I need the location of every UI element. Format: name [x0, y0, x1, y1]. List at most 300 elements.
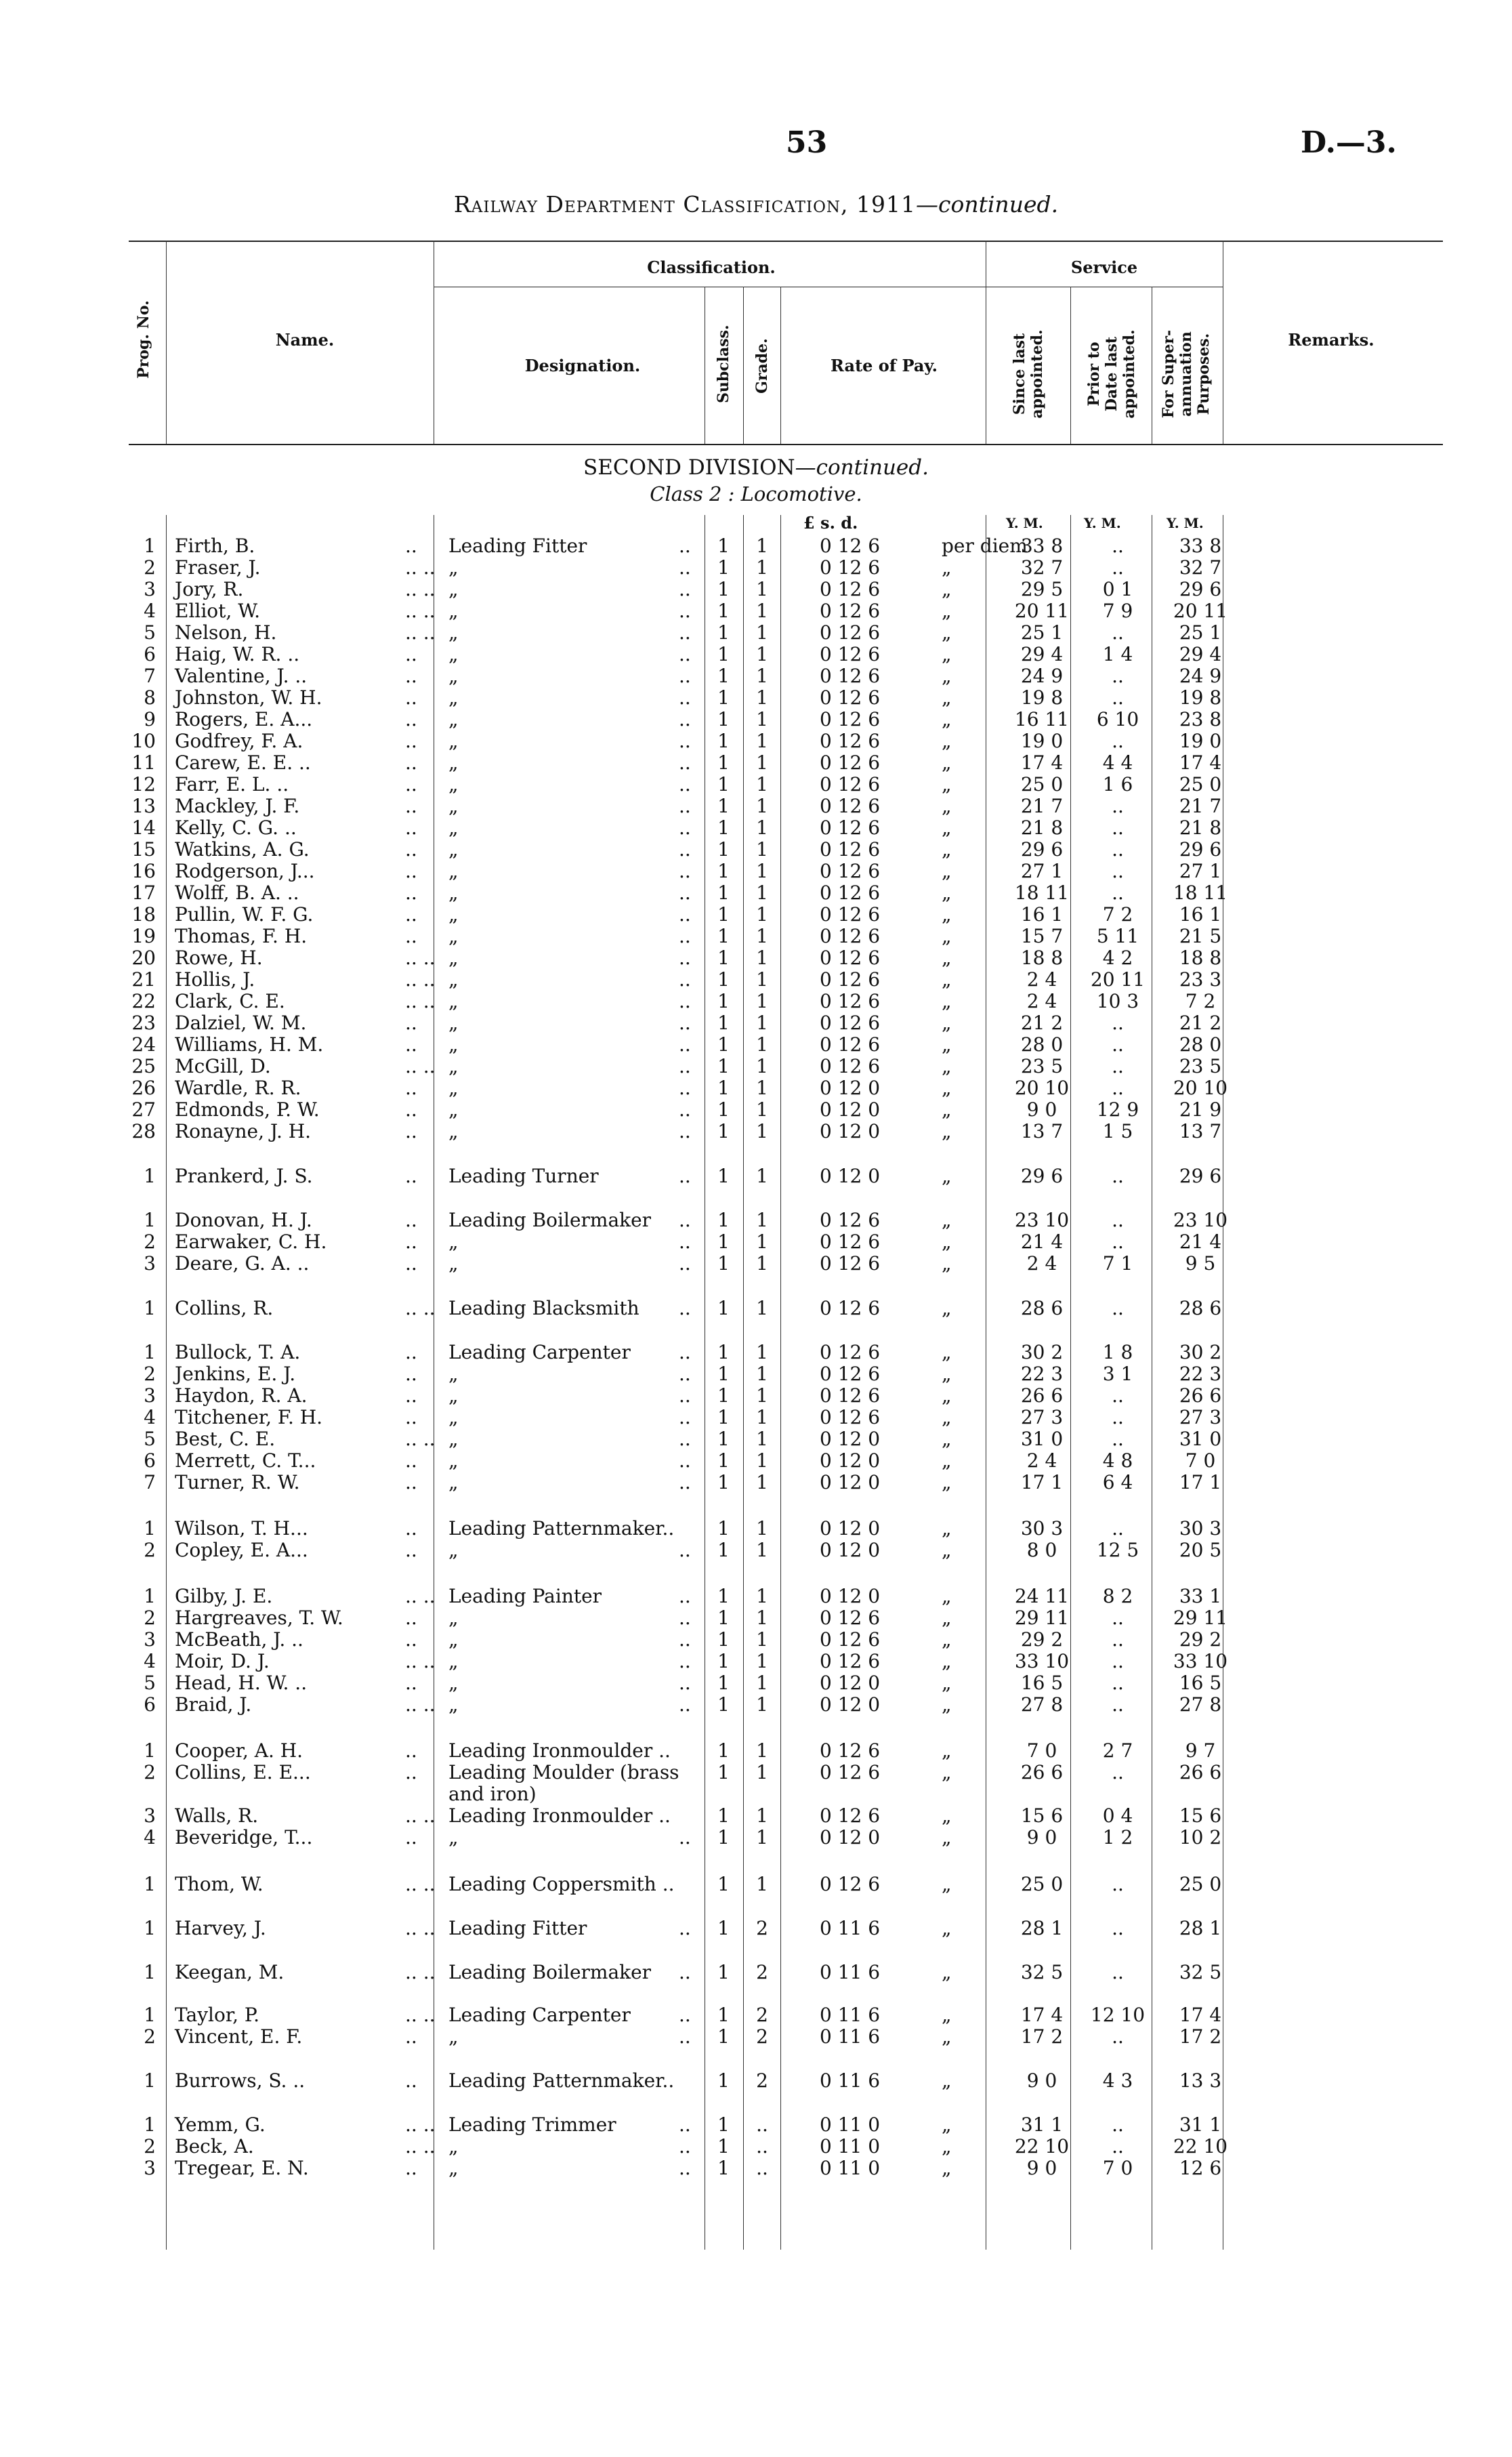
subclass: 1 — [717, 1826, 730, 1849]
employee-name: Tregear, E. N. — [175, 2157, 309, 2179]
service-since-last: 17 1 — [1020, 1471, 1064, 1493]
employee-name: Elliot, W. — [175, 600, 260, 622]
employee-name: Kelly, C. G. .. — [175, 817, 297, 839]
grade: 1 — [756, 1471, 768, 1493]
service-since-last: 28 1 — [1020, 1917, 1064, 1939]
pay-period: „ — [942, 773, 952, 796]
designation: „ — [448, 838, 459, 861]
subclass: 1 — [717, 1739, 730, 1762]
service-since-last: 18 11 — [1014, 882, 1070, 904]
service-prior: .. — [1112, 1650, 1124, 1672]
leader-dots: .. — [405, 773, 417, 796]
service-superannuation: 19 8 — [1179, 686, 1222, 709]
table-row — [0, 926, 1512, 947]
table-row — [0, 1607, 1512, 1629]
designation: Leading Ironmoulder .. — [448, 1804, 671, 1827]
service-since-last: 24 9 — [1020, 665, 1064, 687]
table-row — [0, 1672, 1512, 1694]
service-prior: 4 8 — [1102, 1449, 1133, 1472]
grade: 1 — [756, 1252, 768, 1275]
service-since-last: 16 1 — [1020, 903, 1064, 926]
service-prior: .. — [1112, 1231, 1124, 1253]
grade: 1 — [756, 643, 768, 665]
service-superannuation: 29 4 — [1179, 643, 1222, 665]
subclass: 1 — [717, 2025, 730, 2048]
employee-name: Bullock, T. A. — [175, 1341, 301, 1363]
leader-dots: .. — [405, 643, 417, 665]
header-designation: Designation. — [524, 356, 641, 375]
pay-period: „ — [942, 1449, 952, 1472]
subclass: 1 — [717, 795, 730, 817]
leader-dots: .. — [405, 838, 417, 861]
prog-no: 4 — [144, 600, 156, 622]
subclass: 1 — [717, 1672, 730, 1694]
service-since-last: 9 0 — [1026, 2157, 1057, 2179]
designation: Leading Patternmaker.. — [448, 1517, 675, 1540]
employee-name: Firth, B. — [175, 535, 255, 557]
employee-name: Hargreaves, T. W. — [175, 1607, 343, 1629]
service-since-last: 26 6 — [1020, 1384, 1064, 1407]
designation: „ — [448, 1033, 459, 1056]
leader-dots: .. — [405, 795, 417, 817]
service-prior: .. — [1112, 1428, 1124, 1450]
service-since-last: 22 10 — [1014, 2135, 1070, 2157]
grade: 1 — [756, 556, 768, 579]
table-row — [0, 687, 1512, 709]
service-superannuation: 23 3 — [1179, 968, 1222, 991]
header-col-divider — [1070, 287, 1071, 444]
service-since-last: 2 4 — [1026, 968, 1057, 991]
leader-dots: .. — [405, 1607, 417, 1629]
leader-dots: .. .. — [405, 1297, 436, 1319]
employee-name: Godfrey, F. A. — [175, 730, 303, 752]
section-subtitle: Class 2 : Locomotive. — [650, 482, 862, 505]
service-prior: 0 4 — [1102, 1804, 1133, 1827]
subclass: 1 — [717, 1120, 730, 1142]
employee-name: Valentine, J. .. — [175, 665, 308, 687]
rate-of-pay: 0 12 6 — [820, 903, 881, 926]
prog-no: 12 — [131, 773, 156, 796]
service-prior: 10 3 — [1096, 990, 1139, 1012]
table-row — [0, 730, 1512, 752]
grade: 2 — [756, 2069, 768, 2092]
rate-of-pay: 0 12 6 — [820, 795, 881, 817]
employee-name: Cooper, A. H. — [175, 1739, 303, 1762]
leader-dots: .. — [679, 1165, 691, 1187]
grade: 1 — [756, 1098, 768, 1121]
designation: Leading Boilermaker — [448, 1961, 652, 1983]
service-since-last: 29 6 — [1020, 838, 1064, 861]
leader-dots: .. .. — [405, 600, 436, 622]
service-prior: 7 2 — [1102, 903, 1133, 926]
pay-period: „ — [942, 817, 952, 839]
service-prior: .. — [1112, 2113, 1124, 2136]
pay-period: „ — [942, 556, 952, 579]
leader-dots: .. — [405, 1231, 417, 1253]
service-prior: 3 1 — [1102, 1363, 1133, 1385]
rate-of-pay: 0 12 6 — [820, 1607, 881, 1629]
rate-of-pay: 0 12 6 — [820, 968, 881, 991]
leader-dots: .. — [405, 903, 417, 926]
table-row — [0, 1012, 1512, 1034]
subclass: 1 — [717, 1341, 730, 1363]
leader-dots: .. — [679, 1120, 691, 1142]
service-superannuation: 28 6 — [1179, 1297, 1222, 1319]
leader-dots: .. — [679, 1055, 691, 1077]
rate-of-pay: 0 12 6 — [820, 1873, 881, 1895]
leader-dots: .. — [405, 1449, 417, 1472]
service-superannuation: 22 10 — [1173, 2135, 1228, 2157]
service-superannuation: 26 6 — [1179, 1384, 1222, 1407]
employee-name: Collins, E. E... — [175, 1761, 311, 1783]
grade: 1 — [756, 665, 768, 687]
service-prior: .. — [1112, 1607, 1124, 1629]
table-row — [0, 796, 1512, 817]
pay-period: „ — [942, 1917, 952, 1939]
leader-dots: .. .. — [405, 1693, 436, 1716]
rate-of-pay: 0 12 6 — [820, 1406, 881, 1428]
service-superannuation: 30 2 — [1179, 1341, 1222, 1363]
subclass: 1 — [717, 1471, 730, 1493]
leader-dots: .. .. — [405, 1873, 436, 1895]
pay-period: „ — [942, 838, 952, 861]
employee-name: Collins, R. — [175, 1297, 274, 1319]
service-prior: .. — [1112, 860, 1124, 882]
service-superannuation: 29 2 — [1179, 1628, 1222, 1651]
service-superannuation: 25 0 — [1179, 773, 1222, 796]
leader-dots: .. — [405, 1471, 417, 1493]
grade: 1 — [756, 1826, 768, 1849]
service-since-last: 29 2 — [1020, 1628, 1064, 1651]
leader-dots: .. — [679, 2157, 691, 2179]
service-superannuation: 10 2 — [1179, 1826, 1222, 1849]
prog-no: 1 — [144, 1873, 156, 1895]
header-prior-to-date: Prior to Date last appointed. — [1085, 329, 1138, 419]
service-prior: .. — [1112, 1406, 1124, 1428]
prog-no: 2 — [144, 1761, 156, 1783]
service-prior: 7 0 — [1102, 2157, 1133, 2179]
table-row — [0, 904, 1512, 926]
designation: „ — [448, 860, 459, 882]
prog-no: 22 — [131, 990, 156, 1012]
service-prior: .. — [1112, 2135, 1124, 2157]
service-since-last: 17 4 — [1020, 751, 1064, 774]
rate-of-pay: 0 12 6 — [820, 1761, 881, 1783]
pay-period: „ — [942, 1384, 952, 1407]
service-since-last: 9 0 — [1026, 2069, 1057, 2092]
subclass: 1 — [717, 1012, 730, 1034]
leader-dots: .. .. — [405, 1428, 436, 1450]
pay-period: „ — [942, 1341, 952, 1363]
subclass: 1 — [717, 2135, 730, 2157]
service-prior: 4 4 — [1102, 751, 1133, 774]
table-row — [0, 1740, 1512, 1762]
rate-of-pay: 0 12 6 — [820, 1231, 881, 1253]
leader-dots: .. — [679, 1471, 691, 1493]
grade: 2 — [756, 2025, 768, 2048]
grade: 1 — [756, 1672, 768, 1694]
rate-of-pay: 0 12 6 — [820, 1252, 881, 1275]
service-since-last: 25 0 — [1020, 1873, 1064, 1895]
pay-period: „ — [942, 1209, 952, 1231]
rate-of-pay: 0 12 6 — [820, 838, 881, 861]
table-row — [0, 1651, 1512, 1672]
prog-no: 15 — [131, 838, 156, 861]
employee-name: Watkins, A. G. — [175, 838, 310, 861]
leader-dots: .. .. — [405, 621, 436, 644]
prog-no: 27 — [131, 1098, 156, 1121]
employee-name: Haig, W. R. .. — [175, 643, 300, 665]
service-since-last: 29 5 — [1020, 578, 1064, 600]
leader-dots: .. — [405, 2069, 417, 2092]
grade: 1 — [756, 795, 768, 817]
designation: „ — [448, 903, 459, 926]
service-superannuation: 19 0 — [1179, 730, 1222, 752]
grade: 1 — [756, 600, 768, 622]
service-prior: 1 6 — [1102, 773, 1133, 796]
header-col-divider — [743, 287, 744, 444]
table-row — [0, 1165, 1512, 1187]
leader-dots: .. — [405, 1628, 417, 1651]
service-units-since: Y. M. — [1006, 515, 1043, 531]
leader-dots: .. — [679, 535, 691, 557]
leader-dots: .. .. — [405, 1650, 436, 1672]
leader-dots: .. — [405, 1826, 417, 1849]
service-since-last: 21 7 — [1020, 795, 1064, 817]
pay-period: „ — [942, 751, 952, 774]
leader-dots: .. — [679, 1406, 691, 1428]
subclass: 1 — [717, 751, 730, 774]
pay-units: £ s. d. — [803, 513, 858, 533]
table-row — [0, 1962, 1512, 1983]
header-service: Service — [1070, 257, 1138, 277]
service-prior: 4 3 — [1102, 2069, 1133, 2092]
service-prior: 12 5 — [1096, 1539, 1139, 1561]
pay-period: „ — [942, 1165, 952, 1187]
pay-period: „ — [942, 1804, 952, 1827]
table-row — [0, 1099, 1512, 1121]
rate-of-pay: 0 12 6 — [820, 708, 881, 730]
prog-no: 1 — [144, 1517, 156, 1540]
header-classification: Classification. — [647, 257, 776, 277]
service-superannuation: 20 5 — [1179, 1539, 1222, 1561]
designation: „ — [448, 1607, 459, 1629]
pay-period: „ — [942, 1585, 952, 1607]
employee-name: Turner, R. W. — [175, 1471, 300, 1493]
rate-of-pay: 0 12 0 — [820, 1826, 881, 1849]
service-prior: 1 2 — [1102, 1826, 1133, 1849]
grade: 1 — [756, 621, 768, 644]
employee-name: Vincent, E. F. — [175, 2025, 303, 2048]
service-superannuation: 25 0 — [1179, 1873, 1222, 1895]
prog-no: 1 — [144, 1585, 156, 1607]
table-row — [0, 1385, 1512, 1407]
table-row — [0, 1428, 1512, 1450]
header-bottom-rule — [129, 444, 1443, 445]
designation: „ — [448, 621, 459, 644]
designation: Leading Coppersmith .. — [448, 1873, 675, 1895]
service-superannuation: 30 3 — [1179, 1517, 1222, 1540]
subclass: 1 — [717, 1650, 730, 1672]
grade: 1 — [756, 1384, 768, 1407]
leader-dots: .. — [679, 1363, 691, 1385]
service-superannuation: 21 9 — [1179, 1098, 1222, 1121]
leader-dots: .. — [679, 795, 691, 817]
pay-period: „ — [942, 1428, 952, 1450]
service-prior: .. — [1112, 1055, 1124, 1077]
service-prior: .. — [1112, 556, 1124, 579]
service-superannuation: 22 3 — [1179, 1363, 1222, 1385]
service-superannuation: 29 6 — [1179, 578, 1222, 600]
leader-dots: .. — [679, 1961, 691, 1983]
leader-dots: .. — [679, 1077, 691, 1099]
employee-name: McGill, D. — [175, 1055, 271, 1077]
designation: „ — [448, 1672, 459, 1694]
service-superannuation: 18 11 — [1173, 882, 1228, 904]
pay-period: „ — [942, 1539, 952, 1561]
designation: „ — [448, 795, 459, 817]
service-prior: 2 7 — [1102, 1739, 1133, 1762]
employee-name: Titchener, F. H. — [175, 1406, 323, 1428]
service-superannuation: 26 6 — [1179, 1761, 1222, 1783]
grade: 1 — [756, 1693, 768, 1716]
designation: „ — [448, 1012, 459, 1034]
grade: 1 — [756, 1761, 768, 1783]
employee-name: Best, C. E. — [175, 1428, 276, 1450]
grade: 1 — [756, 578, 768, 600]
rate-of-pay: 0 12 6 — [820, 578, 881, 600]
service-superannuation: 13 3 — [1179, 2069, 1222, 2092]
service-superannuation: 20 10 — [1173, 1077, 1228, 1099]
leader-dots: .. — [405, 1406, 417, 1428]
leader-dots: .. .. — [405, 578, 436, 600]
service-since-last: 8 0 — [1026, 1539, 1057, 1561]
rate-of-pay: 0 12 6 — [820, 751, 881, 774]
table-row — [0, 1540, 1512, 1561]
service-since-last: 25 1 — [1020, 621, 1064, 644]
section-title-suffix: —continued. — [795, 455, 929, 480]
table-row — [0, 2026, 1512, 2048]
designation: „ — [448, 1428, 459, 1450]
service-superannuation: 21 4 — [1179, 1231, 1222, 1253]
designation: „ — [448, 1252, 459, 1275]
service-prior: 7 1 — [1102, 1252, 1133, 1275]
leader-dots: .. — [679, 1012, 691, 1034]
rate-of-pay: 0 12 6 — [820, 1209, 881, 1231]
employee-name: Williams, H. M. — [175, 1033, 324, 1056]
employee-name: Mackley, J. F. — [175, 795, 300, 817]
service-prior: .. — [1112, 1517, 1124, 1540]
grade: 1 — [756, 947, 768, 969]
subclass: 1 — [717, 1363, 730, 1385]
employee-name: Braid, J. — [175, 1693, 252, 1716]
leader-dots: .. — [405, 1209, 417, 1231]
leader-dots: .. — [679, 925, 691, 947]
service-since-last: 20 10 — [1014, 1077, 1070, 1099]
service-superannuation: 32 7 — [1179, 556, 1222, 579]
prog-no: 16 — [131, 860, 156, 882]
service-since-last: 23 5 — [1020, 1055, 1064, 1077]
service-since-last: 18 8 — [1020, 947, 1064, 969]
designation: „ — [448, 773, 459, 796]
prog-no: 3 — [144, 1252, 156, 1275]
service-since-last: 29 6 — [1020, 1165, 1064, 1187]
rate-of-pay: 0 11 6 — [820, 1917, 881, 1939]
header-since-last-appointed: Since last appointed. — [1011, 329, 1046, 419]
subclass: 1 — [717, 1804, 730, 1827]
prog-no: 6 — [144, 1449, 156, 1472]
prog-no: 4 — [144, 1826, 156, 1849]
subclass: 1 — [717, 2069, 730, 2092]
section-title-main: SECOND DIVISION — [583, 455, 795, 480]
leader-dots: .. — [405, 1033, 417, 1056]
rate-of-pay: 0 12 0 — [820, 1077, 881, 1099]
grade: 1 — [756, 990, 768, 1012]
grade: 1 — [756, 838, 768, 861]
service-since-last: 33 8 — [1020, 535, 1064, 557]
service-prior: .. — [1112, 686, 1124, 709]
rate-of-pay: 0 12 6 — [820, 730, 881, 752]
prog-no: 1 — [144, 1341, 156, 1363]
table-row — [0, 1121, 1512, 1142]
employee-name: Rodgerson, J... — [175, 860, 315, 882]
employee-name: Donovan, H. J. — [175, 1209, 312, 1231]
grade: 1 — [756, 1341, 768, 1363]
employee-name: Beck, A. — [175, 2135, 254, 2157]
pay-period: „ — [942, 2135, 952, 2157]
grade: 1 — [756, 817, 768, 839]
leader-dots: .. .. — [405, 1804, 436, 1827]
pay-period: „ — [942, 1607, 952, 1629]
pay-period: „ — [942, 708, 952, 730]
table-row — [0, 1472, 1512, 1493]
service-since-last: 9 0 — [1026, 1826, 1057, 1849]
designation: „ — [448, 1098, 459, 1121]
rate-of-pay: 0 11 0 — [820, 2113, 881, 2136]
service-since-last: 21 8 — [1020, 817, 1064, 839]
service-superannuation: 23 8 — [1179, 708, 1222, 730]
pay-period: „ — [942, 1826, 952, 1849]
service-superannuation: 32 5 — [1179, 1961, 1222, 1983]
leader-dots: .. — [405, 1517, 417, 1540]
service-since-last: 23 10 — [1014, 1209, 1070, 1231]
table-row — [0, 969, 1512, 991]
prog-no: 1 — [144, 1917, 156, 1939]
subclass: 1 — [717, 903, 730, 926]
subclass: 1 — [717, 730, 730, 752]
subclass: 1 — [717, 1033, 730, 1056]
table-row — [0, 1694, 1512, 1716]
subclass: 1 — [717, 1428, 730, 1450]
service-prior: .. — [1112, 1961, 1124, 1983]
service-prior: 12 10 — [1090, 2004, 1146, 2026]
prog-no: 17 — [131, 882, 156, 904]
leader-dots: .. — [405, 1384, 417, 1407]
table-row — [0, 1056, 1512, 1077]
pay-period: „ — [942, 882, 952, 904]
designation: Leading Fitter — [448, 535, 587, 557]
table-row — [0, 1231, 1512, 1253]
grade: 1 — [756, 730, 768, 752]
service-since-last: 17 2 — [1020, 2025, 1064, 2048]
pay-period: „ — [942, 1098, 952, 1121]
prog-no: 2 — [144, 1363, 156, 1385]
leader-dots: .. — [679, 1693, 691, 1716]
service-prior: .. — [1112, 535, 1124, 557]
grade: 1 — [756, 1033, 768, 1056]
designation: „ — [448, 1826, 459, 1849]
subclass: 1 — [717, 2004, 730, 2026]
